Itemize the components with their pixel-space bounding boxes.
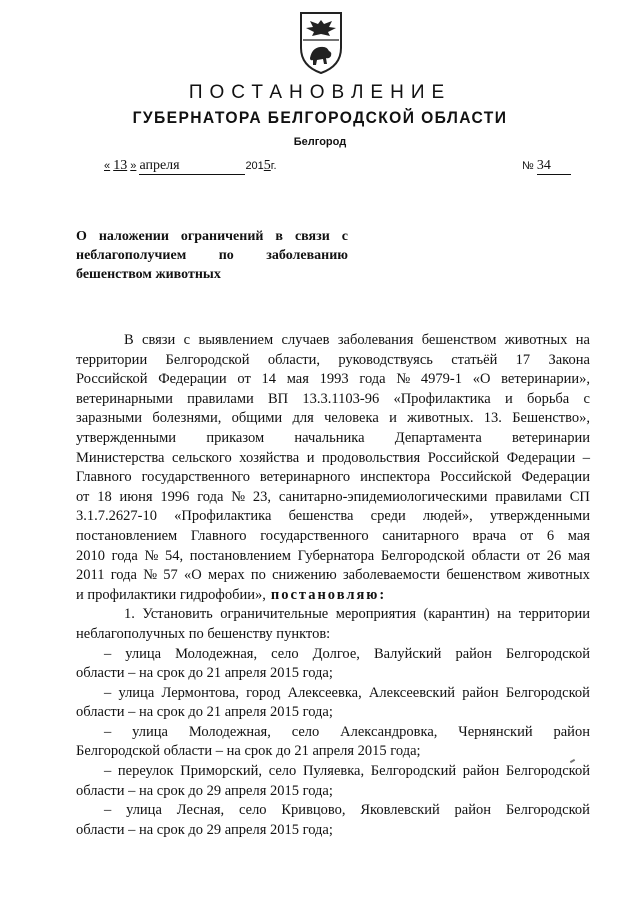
word: врача <box>472 527 507 544</box>
word: СП <box>569 488 590 505</box>
word: район <box>462 763 500 780</box>
word: Пуляевка, <box>302 763 365 780</box>
subject-line <box>76 227 348 246</box>
subject-line <box>76 246 348 265</box>
word: руководствуясь <box>338 351 433 368</box>
word: Установить <box>142 606 213 623</box>
item-1-last-line <box>76 625 590 645</box>
word: – <box>104 684 112 701</box>
word: заболеванию <box>266 248 348 263</box>
word: «О <box>184 567 202 584</box>
word: 3.1.7.2627-10 <box>76 508 157 525</box>
word: 4979-1 <box>420 371 462 388</box>
word: среди <box>370 508 406 525</box>
word: бешенством <box>421 332 497 348</box>
word: заразными <box>76 410 143 427</box>
word: Белгородской <box>505 645 590 662</box>
word: заболевания <box>337 332 414 348</box>
word: от <box>237 371 251 388</box>
word: «Профилактика <box>174 508 272 525</box>
date-year-prefix: 201 <box>245 160 264 172</box>
word: район <box>454 802 492 819</box>
list-item <box>76 645 590 665</box>
word: улица <box>125 645 162 662</box>
word: заболеваемости <box>342 567 441 584</box>
word: Белгородский <box>370 763 457 780</box>
word: № <box>231 488 246 505</box>
word: с <box>341 229 348 244</box>
list-item <box>76 801 590 821</box>
word: Российской <box>427 449 500 466</box>
city-label: Белгород <box>293 136 347 148</box>
word: 13. <box>483 410 502 427</box>
word: Лесная, <box>176 802 225 819</box>
word: № <box>144 547 159 564</box>
text-line <box>76 429 590 449</box>
word: июня <box>119 488 153 505</box>
word: по <box>218 248 234 263</box>
document-number <box>522 158 571 175</box>
word: случаев <box>281 332 330 348</box>
text-line <box>76 488 590 508</box>
text-line <box>76 449 590 469</box>
date-month: апреля <box>139 158 245 175</box>
locality-list <box>76 645 590 841</box>
word: Яковлевский <box>360 802 440 819</box>
word: по <box>250 567 266 584</box>
text-line <box>76 527 590 547</box>
word: государственного <box>260 527 369 544</box>
word: продовольствия <box>322 449 421 466</box>
text-line <box>76 468 590 488</box>
word: людей», <box>422 508 473 525</box>
word: неблагополучием <box>76 248 187 263</box>
word: года <box>111 547 138 564</box>
word: ограничительные <box>220 606 329 623</box>
word: 1996 <box>160 488 190 505</box>
word: области <box>471 547 521 564</box>
word: Главного <box>190 527 247 544</box>
item-1-ending: неблагополучных по бешенству пунктов: <box>76 625 331 642</box>
word: Белгородской <box>505 763 590 780</box>
date-open-quote: « <box>104 160 111 172</box>
list-item-text: Белгородской области – на срок до 21 апреля 2015 года; <box>76 743 421 760</box>
word: Алексеевка, <box>287 684 362 701</box>
word: ветеринарными <box>76 390 173 407</box>
word: 26 <box>546 547 562 564</box>
word: животных. <box>407 410 474 427</box>
text-line <box>76 409 590 429</box>
word: улица <box>132 723 168 740</box>
word: связи <box>142 332 176 348</box>
word: от <box>76 488 90 505</box>
word: хозяйства <box>239 449 300 466</box>
preamble-last-line <box>76 586 590 606</box>
word: 57 <box>163 567 178 584</box>
date-year-suffix: 5 <box>263 158 271 173</box>
document-body <box>76 331 590 840</box>
text-line <box>76 390 590 410</box>
list-item-text: области – на срок до 29 апреля 2015 года; <box>76 782 333 799</box>
word: Белгородской <box>380 547 465 564</box>
date-day: 13 <box>113 158 128 173</box>
word: «О <box>472 371 491 388</box>
text-line <box>76 351 590 371</box>
word: от <box>526 547 541 564</box>
word: 54, <box>164 547 184 564</box>
list-item <box>76 723 590 743</box>
word: Лермонтова, <box>161 684 239 701</box>
word: 6 <box>546 527 555 544</box>
word: санитарно-эпидемиологическими <box>278 488 488 505</box>
word: года <box>110 567 137 584</box>
word: для <box>292 410 314 427</box>
word: мероприятия <box>335 606 417 623</box>
list-item <box>76 762 590 782</box>
list-item-continuation <box>76 664 590 684</box>
word: (карантин) <box>423 606 490 623</box>
item-1 <box>76 605 590 625</box>
word: Главного <box>76 469 132 486</box>
word: бешенством <box>446 567 521 584</box>
word: животных <box>527 567 590 584</box>
belgorod-coat-of-arms-icon <box>298 10 344 76</box>
word: 2010 <box>76 547 105 564</box>
word: 23, <box>252 488 272 505</box>
word: город <box>246 684 281 701</box>
word: мая <box>567 527 590 544</box>
word: и <box>504 390 513 407</box>
list-item-text: области – на срок до 21 апреля 2015 года; <box>76 665 333 682</box>
word: ограничений <box>180 229 264 244</box>
word: – <box>104 763 112 780</box>
number-label: № <box>522 160 534 172</box>
word: село <box>291 723 320 740</box>
word: район <box>553 723 590 740</box>
word: Молодежная, <box>188 723 271 740</box>
date-close-quote: » <box>130 160 137 172</box>
word: № <box>396 371 411 388</box>
document-date <box>104 158 277 175</box>
text-line <box>76 547 590 567</box>
word: Кривцово, <box>281 802 346 819</box>
word: постановлением <box>189 547 291 564</box>
word: Федерации <box>521 469 590 486</box>
issuer-title: ГУБЕРНАТОРА БЕЛГОРОДСКОЙ ОБЛАСТИ <box>132 108 508 127</box>
word: инспектора <box>360 469 431 486</box>
word: с <box>583 390 590 407</box>
resolve-word: постановляю: <box>270 586 387 603</box>
word: Губернатора <box>297 547 375 564</box>
list-item-text: области – на срок до 21 апреля 2015 года; <box>76 704 333 721</box>
word: Белгородской <box>165 351 250 368</box>
word: области, <box>267 351 320 368</box>
word: правилами <box>187 390 254 407</box>
word: О <box>76 229 87 244</box>
word: ветеринарии», <box>501 371 590 388</box>
subject-line: бешенством животных <box>76 267 221 282</box>
word: Чернянский <box>458 723 533 740</box>
word: связи <box>294 229 330 244</box>
word: утвержденными <box>76 429 177 446</box>
word: снижению <box>272 567 337 584</box>
word: Долгое, <box>312 645 360 662</box>
word: 1993 <box>319 371 349 388</box>
word: и <box>306 449 315 466</box>
list-item-continuation <box>76 742 590 762</box>
word: мая <box>567 547 590 564</box>
word: ветеринарии <box>512 429 590 446</box>
text-line <box>76 331 590 351</box>
word: мая <box>286 371 309 388</box>
document-subject <box>76 227 348 284</box>
preamble-paragraph <box>76 331 590 586</box>
word: с <box>183 332 191 348</box>
word: район <box>455 645 492 662</box>
text-line <box>76 605 590 625</box>
word: правилами <box>495 488 562 505</box>
word: болезнями, <box>152 410 222 427</box>
word: Департамента <box>394 429 482 446</box>
preamble-ending: и профилактики гидрофобии», <box>76 586 266 603</box>
word: животных <box>504 332 568 348</box>
list-item-text: области – на срок до 29 апреля 2015 года; <box>76 821 333 838</box>
word: Российской <box>440 469 512 486</box>
word: года <box>359 371 386 388</box>
word: № <box>143 567 158 584</box>
word: государственного <box>141 469 250 486</box>
word: Закона <box>548 351 590 368</box>
word: Белгородской <box>505 802 590 819</box>
list-item-continuation <box>76 703 590 723</box>
word: село <box>268 763 297 780</box>
word: года <box>197 488 224 505</box>
word: Молодежная, <box>175 645 258 662</box>
word: 1. <box>124 606 135 623</box>
word: в <box>275 229 283 244</box>
list-item-continuation <box>76 821 590 841</box>
word: Министерства <box>76 449 165 466</box>
word: – <box>582 449 590 466</box>
word: общими <box>231 410 283 427</box>
text-line <box>76 370 590 390</box>
word: – <box>104 802 112 819</box>
word: ВП <box>268 390 289 407</box>
word: Белгородской <box>505 684 590 701</box>
word: Александровка, <box>340 723 438 740</box>
word: Российской <box>76 371 148 388</box>
word: – <box>104 645 112 662</box>
word: сельского <box>172 449 232 466</box>
word: на <box>575 332 590 348</box>
date-year-tail: г. <box>270 160 277 172</box>
word: статьёй <box>451 351 498 368</box>
word: территории <box>518 606 590 623</box>
text-line <box>76 507 590 527</box>
word: село <box>271 645 299 662</box>
word: борьба <box>526 390 570 407</box>
word: «Профилактика <box>393 390 491 407</box>
word: на <box>497 606 512 623</box>
word: наложении <box>98 229 169 244</box>
text-line <box>76 566 590 586</box>
word: Бешенство», <box>512 410 590 427</box>
word: 14 <box>261 371 277 388</box>
word: Приморский, <box>180 763 263 780</box>
word: село <box>239 802 267 819</box>
word: улица <box>126 802 162 819</box>
word: 17 <box>515 351 531 368</box>
word: от <box>519 527 534 544</box>
list-item-continuation <box>76 782 590 802</box>
list-item <box>76 684 590 704</box>
word: 18 <box>97 488 112 505</box>
word: переулок <box>117 763 174 780</box>
word: утвержденными <box>489 508 590 525</box>
word: человека <box>324 410 379 427</box>
word: территории <box>76 351 148 368</box>
word: и <box>389 410 397 427</box>
word: постановлением <box>76 527 178 544</box>
word: начальника <box>294 429 365 446</box>
word: район <box>462 684 499 701</box>
word: Федерации <box>506 449 576 466</box>
word: санитарного <box>382 527 459 544</box>
word: В <box>124 332 134 348</box>
word: ветеринарного <box>259 469 351 486</box>
word: 2011 <box>76 567 105 584</box>
word: бешенства <box>288 508 354 525</box>
word: Валуйский <box>373 645 442 662</box>
word: приказом <box>206 429 265 446</box>
word: улица <box>118 684 155 701</box>
word: выявлением <box>198 332 274 348</box>
word: Федерации <box>158 371 227 388</box>
number-value: 34 <box>537 158 571 175</box>
word: 13.3.1103-96 <box>302 390 380 407</box>
word: Алексеевский <box>368 684 455 701</box>
word: – <box>104 723 112 740</box>
document-type-title: ПОСТАНОВЛЕНИЕ <box>188 82 452 103</box>
word: мерах <box>208 567 245 584</box>
